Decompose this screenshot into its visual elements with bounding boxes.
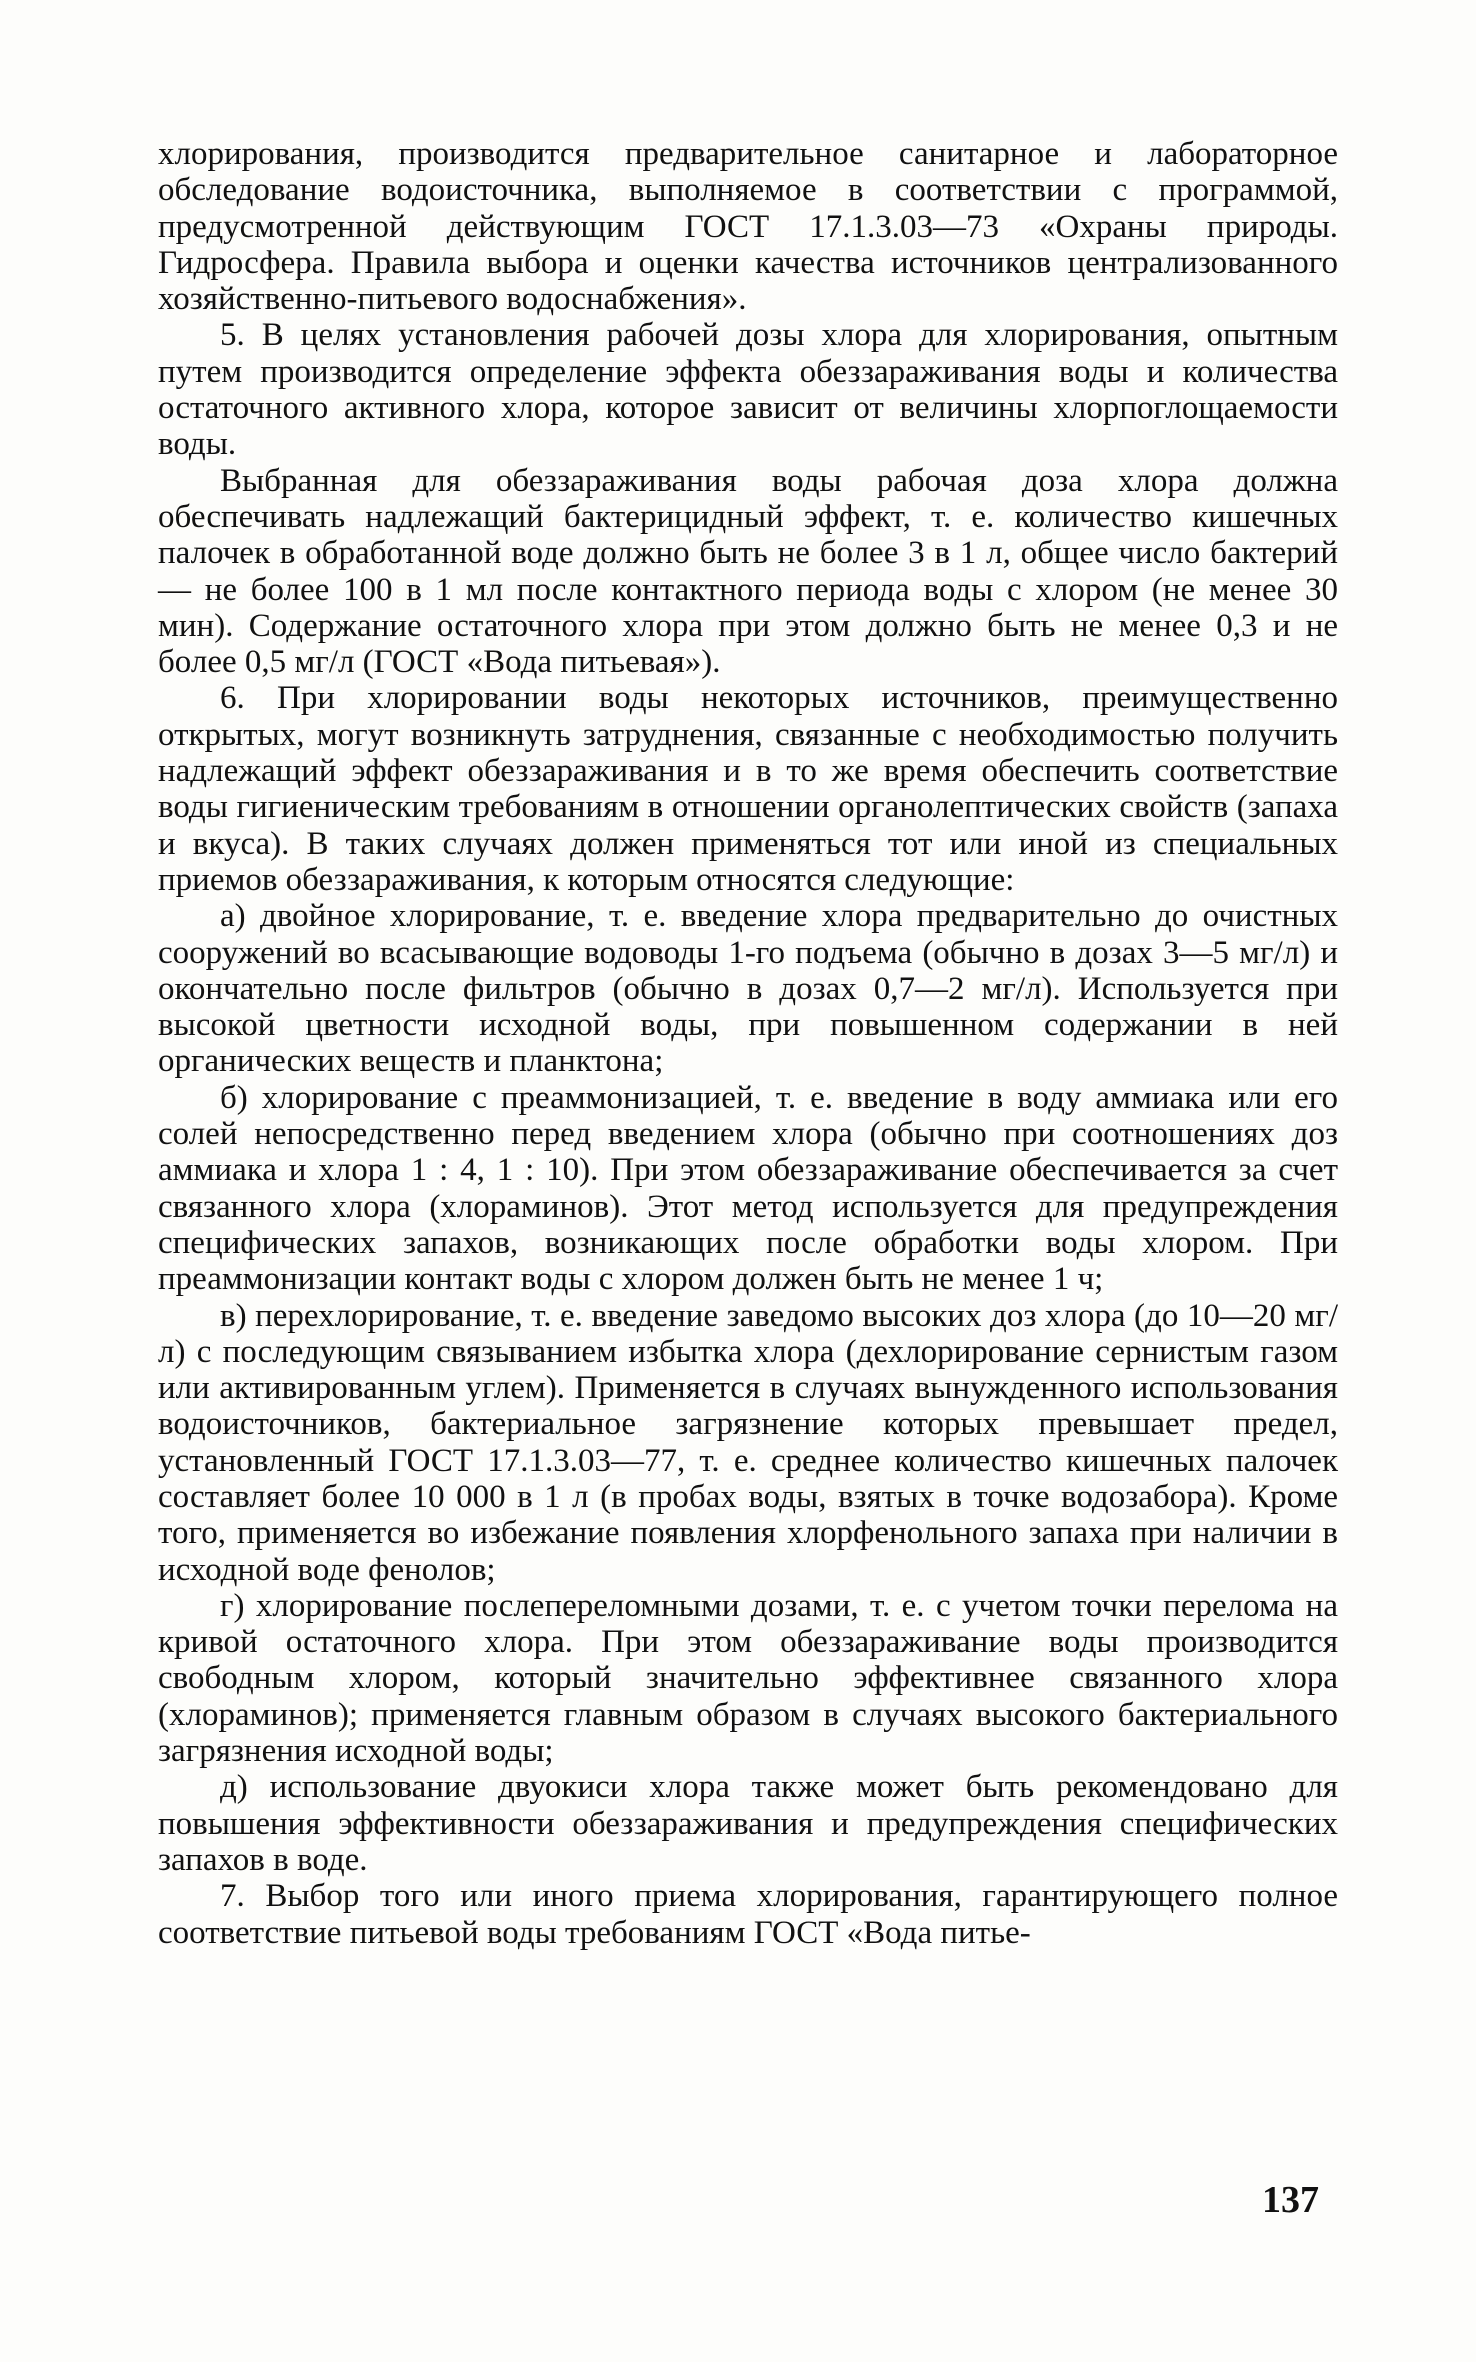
list-item-a: а) двойное хлорирование, т. е. введение хлора предварительно до очистных сооружений во всасывающие водоводы 1-го подъема (обычно в дозах 3—5 мг/л) и окончательно после фильтров (обычно в дозах 0,7—2 мг/л). Используется при высокой цветности исходной воды, при повышенном содержании в ней органических веществ и планктона; bbox=[158, 898, 1338, 1080]
list-item-v: в) перехлорирование, т. е. введение заведомо высоких доз хлора (до 10—20 мг/л) с последующим связыванием избытка хлора (дехлорирование сернистым газом или активированным углем). Применяется в случаях вынужденного использования водоисточников, бактериальное загрязнение которых превышает предел, установленный ГОСТ 17.1.3.03—77, т. е. среднее количество кишечных палочек составляет более 10 000 в 1 л (в пробах воды, взятых в точке водозабора). Кроме того, применяется во избежание появления хлорфенольного запаха при наличии в исходной воде фенолов; bbox=[158, 1297, 1338, 1588]
page-body-text bbox=[158, 136, 1338, 1951]
paragraph-continuation: хлорирования, производится предварительное санитарное и лабораторное обследование водоисточника, выполняемое в соответствии с программой, предусмотренной действующим ГОСТ 17.1.3.03—73 «Охраны природы. Гидросфера. Правила выбора и оценки качества источников централизованного хозяйственно-питьевого водоснабжения». bbox=[158, 136, 1338, 318]
paragraph-item-7: 7. Выбор того или иного приема хлорирования, гарантирующего полное соответствие питьевой воды требованиям ГОСТ «Вода питье- bbox=[158, 1878, 1338, 1951]
paragraph-item-6: 6. При хлорировании воды некоторых источников, преимущественно открытых, могут возникнуть затруднения, связанные с необходимостью получить надлежащий эффект обеззараживания и в то же время обеспечить соответствие воды гигиеническим требованиям в отношении органолептических свойств (запаха и вкуса). В таких случаях должен применяться тот или иной из специальных приемов обеззараживания, к которым относятся следующие: bbox=[158, 680, 1338, 898]
paragraph-item-5: 5. В целях установления рабочей дозы хлора для хлорирования, опытным путем производится определение эффекта обеззараживания воды и количества остаточного активного хлора, которое зависит от величины хлорпоглощаемости воды. bbox=[158, 317, 1338, 463]
list-item-b: б) хлорирование с преаммонизацией, т. е. введение в воду аммиака или его солей непосредственно перед введением хлора (обычно при соотношениях доз аммиака и хлора 1 : 4, 1 : 10). При этом обеззараживание обеспечивается за счет связанного хлора (хлораминов). Этот метод используется для предупреждения специфических запахов, возникающих после обработки воды хлором. При преаммонизации контакт воды с хлором должен быть не менее 1 ч; bbox=[158, 1079, 1338, 1298]
list-item-g: г) хлорирование послепереломными дозами, т. е. с учетом точки перелома на кривой остаточного хлора. При этом обеззараживание воды производится свободным хлором, который значительно эффективнее связанного хлора (хлораминов); применяется главным образом в случаях высокого бактериального загрязнения исходной воды; bbox=[158, 1587, 1338, 1770]
list-item-d: д) использование двуокиси хлора также может быть рекомендовано для повышения эффективности обеззараживания и предупреждения специфических запахов в воде. bbox=[158, 1769, 1338, 1878]
paragraph-chlorine-dose: Выбранная для обеззараживания воды рабочая доза хлора должна обеспечивать надлежащий бактерицидный эффект, т. е. количество кишечных палочек в обработанной воде должно быть не более 3 в 1 л, общее число бактерий — не более 100 в 1 мл после контактного периода воды с хлором (не менее 30 мин). Содержание остаточного хлора при этом должно быть не менее 0,3 и не более 0,5 мг/л (ГОСТ «Вода питьевая»). bbox=[158, 462, 1338, 681]
page-number: 137 bbox=[1262, 2179, 1319, 2221]
